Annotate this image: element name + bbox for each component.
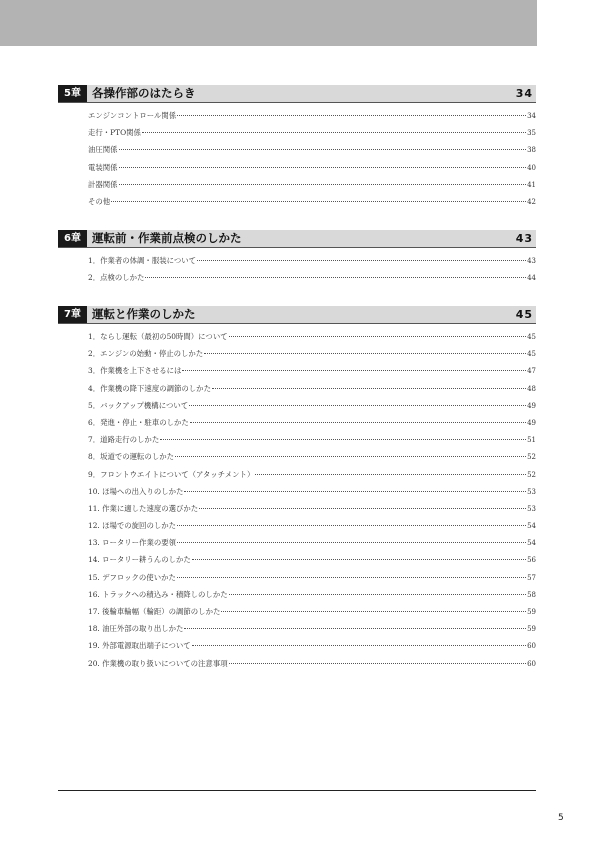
chapter-page-number: 34: [515, 87, 533, 100]
entry-label: 油圧関係: [88, 145, 118, 155]
entry-label: 2．点検のしかた: [88, 273, 145, 283]
dot-leader: [177, 115, 526, 116]
chapter-entries: [58, 248, 536, 286]
chapter-header: [58, 85, 536, 103]
chapter-page-number: 43: [515, 232, 533, 245]
toc-entry[interactable]: [58, 159, 536, 176]
entry-label: 2．エンジンの始動・停止のしかた: [88, 349, 204, 359]
chapter-7: [58, 306, 536, 672]
page-number: 5: [558, 813, 564, 823]
entry-label: 18. 油圧外部の取り出しかた: [88, 624, 184, 634]
entry-label: 1．ならし運転（最初の50時間）について: [88, 332, 228, 341]
dot-leader: [184, 628, 526, 629]
entry-label: 電装関係: [88, 162, 118, 172]
entry-label: 19. 外部電源取出端子について: [88, 641, 191, 651]
dot-leader: [229, 663, 526, 664]
entry-label: 7．道路走行のしかた: [88, 435, 160, 445]
chapter-entries: [58, 324, 536, 672]
dot-leader: [255, 474, 526, 475]
chapter-6: [58, 230, 536, 286]
toc-entry[interactable]: [58, 362, 536, 379]
entry-page-number: 48: [527, 384, 536, 393]
chapter-page-number: 45: [515, 308, 533, 321]
toc-entry[interactable]: [58, 193, 536, 210]
entry-page-number: 56: [527, 556, 536, 565]
chapter-title: 運転と作業のしかた: [92, 307, 196, 321]
toc-entry[interactable]: [58, 328, 536, 345]
toc-entry[interactable]: [58, 637, 536, 654]
dot-leader: [177, 577, 526, 578]
entry-page-number: 59: [527, 625, 536, 634]
entry-page-number: 34: [527, 112, 536, 120]
dot-leader: [221, 611, 526, 612]
entry-page-number: 52: [527, 470, 536, 479]
toc-entry[interactable]: [58, 141, 536, 158]
dot-leader: [182, 370, 526, 371]
entry-page-number: 49: [527, 418, 536, 427]
toc-entry[interactable]: [58, 397, 536, 414]
entry-page-number: 53: [527, 504, 536, 513]
entry-label: 13. ロータリー作業の要領: [88, 538, 177, 548]
toc-entry[interactable]: [58, 269, 536, 286]
toc-entry[interactable]: [58, 586, 536, 603]
toc-entry[interactable]: [58, 534, 536, 551]
entry-label: 20. 作業機の取り扱いについての注意事項: [88, 658, 228, 668]
toc-entry[interactable]: [58, 551, 536, 568]
entry-page-number: 38: [527, 146, 536, 155]
toc-entry[interactable]: [58, 252, 536, 269]
entry-label: 8．坂道での運転のしかた: [88, 452, 175, 462]
chapter-title: 各操作部のはたらき: [92, 86, 196, 100]
entry-label: 計器関係: [88, 179, 118, 189]
dot-leader: [177, 542, 526, 543]
toc-entry[interactable]: [58, 431, 536, 448]
entry-page-number: 54: [527, 522, 536, 531]
entry-label: 14. ロータリー耕うんのしかた: [88, 555, 191, 565]
entry-page-number: 35: [527, 129, 536, 138]
entry-label: エンジンコントロール関係: [88, 111, 177, 120]
chapter-badge: 6章: [58, 230, 87, 247]
toc-entry[interactable]: [58, 345, 536, 362]
entry-label: 走行・PTO関係: [88, 128, 141, 138]
entry-page-number: 45: [527, 350, 536, 359]
dot-leader: [204, 353, 526, 354]
entry-page-number: 49: [527, 401, 536, 410]
toc-entry[interactable]: [58, 107, 536, 124]
toc-entry[interactable]: [58, 124, 536, 141]
dot-leader: [119, 184, 527, 185]
entry-page-number: 60: [527, 642, 536, 651]
dot-leader: [199, 508, 526, 509]
toc-entry[interactable]: [58, 569, 536, 586]
entry-label: 16. トラックへの積込み・積降しのしかた: [88, 589, 228, 599]
toc-entry[interactable]: [58, 603, 536, 620]
dot-leader: [184, 491, 526, 492]
entry-label: 10. ほ場への出入りのしかた: [88, 486, 184, 496]
dot-leader: [111, 201, 526, 202]
dot-leader: [192, 559, 526, 560]
dot-leader: [175, 456, 526, 457]
chapter-header: [58, 230, 536, 248]
entry-page-number: 42: [527, 197, 536, 206]
entry-page-number: 54: [527, 539, 536, 548]
entry-label: 12. ほ場での旋回のしかた: [88, 521, 177, 531]
toc-entry[interactable]: [58, 448, 536, 465]
dot-leader: [119, 167, 527, 168]
toc-entry[interactable]: [58, 483, 536, 500]
toc-entry[interactable]: [58, 500, 536, 517]
entry-label: 1．作業者の体調・服装について: [88, 256, 197, 265]
dot-leader: [197, 260, 526, 261]
chapter-badge: 7章: [58, 306, 87, 323]
entry-page-number: 58: [527, 590, 536, 599]
entry-label: その他: [88, 196, 111, 206]
toc-entry[interactable]: [58, 414, 536, 431]
dot-leader: [190, 422, 526, 423]
entry-page-number: 52: [527, 453, 536, 462]
dot-leader: [145, 277, 526, 278]
dot-leader: [229, 594, 526, 595]
toc-entry[interactable]: [58, 517, 536, 534]
chapter-badge: 5章: [58, 85, 87, 102]
entry-page-number: 53: [527, 487, 536, 496]
footer-rule: [58, 790, 536, 791]
entry-label: 15. デフロックの使いかた: [88, 572, 176, 582]
toc-entry[interactable]: [58, 655, 536, 672]
dot-leader: [212, 388, 526, 389]
dot-leader: [160, 439, 526, 440]
chapter-5: [58, 85, 536, 210]
entry-label: 3．作業機を上下させるには: [88, 366, 182, 376]
dot-leader: [189, 405, 526, 406]
dot-leader: [229, 336, 526, 337]
entry-label: 11. 作業に適した速度の選びかた: [88, 503, 199, 513]
dot-leader: [177, 525, 526, 526]
entry-page-number: 47: [527, 367, 536, 376]
entry-page-number: 41: [527, 180, 536, 189]
chapter-title: 運転前・作業前点検のしかた: [92, 231, 242, 245]
header-band: [0, 0, 537, 46]
entry-label: 17. 後輪車輪幅（輪距）の調節のしかた: [88, 607, 221, 616]
entry-page-number: 40: [527, 163, 536, 172]
entry-label: 6．発進・停止・駐車のしかた: [88, 417, 189, 427]
dot-leader: [119, 149, 527, 150]
entry-label: 4．作業機の降下速度の調節のしかた: [88, 383, 211, 393]
entry-page-number: 51: [527, 436, 536, 445]
toc-entry[interactable]: [58, 380, 536, 397]
entry-label: 5．バックアップ機構について: [88, 400, 189, 410]
entry-page-number: 44: [527, 274, 536, 283]
entry-page-number: 60: [527, 659, 536, 668]
chapter-header: [58, 306, 536, 324]
chapter-entries: [58, 103, 536, 210]
entry-page-number: 57: [527, 573, 536, 582]
toc-entry[interactable]: [58, 466, 536, 483]
entry-page-number: 45: [527, 333, 536, 341]
entry-page-number: 59: [527, 608, 536, 616]
entry-page-number: 43: [527, 257, 536, 265]
toc-entry[interactable]: [58, 176, 536, 193]
dot-leader: [192, 645, 526, 646]
entry-label: 9．フロントウエイトについて（アタッチメント）: [88, 469, 255, 479]
dot-leader: [142, 132, 526, 133]
toc-entry[interactable]: [58, 620, 536, 637]
